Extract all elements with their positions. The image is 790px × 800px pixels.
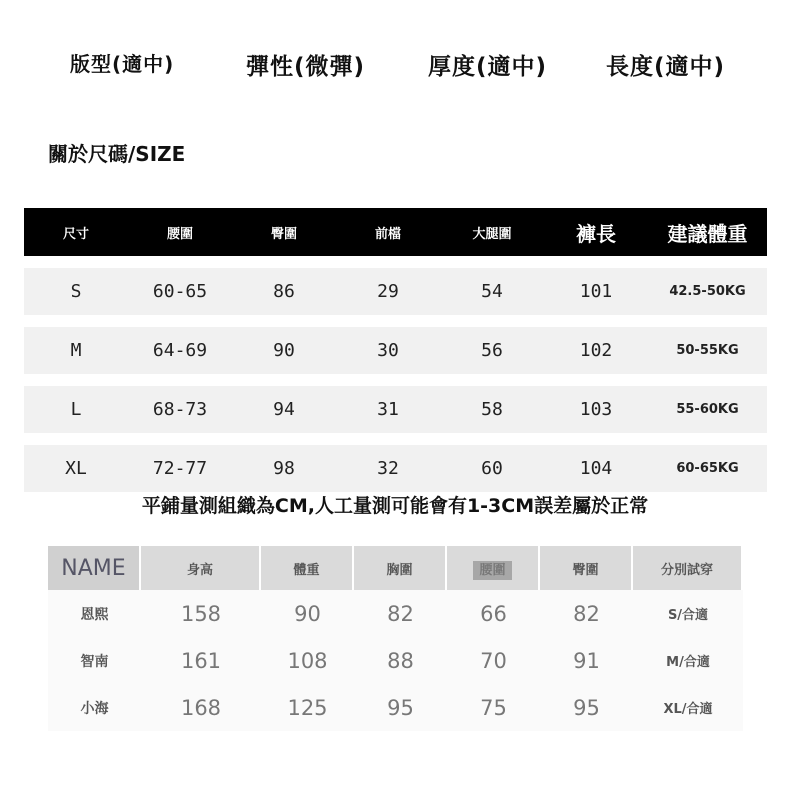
measurement-note: 平鋪量測組織為CM,人工量測可能會有1-3CM誤差屬於正常 (141, 495, 649, 517)
cell: 31 (336, 386, 440, 433)
cell: XL (24, 445, 128, 492)
cell: 82 (540, 590, 633, 637)
table-row (24, 386, 767, 433)
cell: 95 (354, 684, 447, 731)
table-row (48, 637, 743, 684)
cell: 50-55KG (648, 327, 767, 374)
cell: 58 (440, 386, 544, 433)
cell: 101 (544, 268, 648, 315)
cell: 82 (354, 590, 447, 637)
cell: 91 (540, 637, 633, 684)
attr-thickness: 厚度(適中) (428, 54, 548, 80)
cell: 30 (336, 327, 440, 374)
cell: 158 (141, 590, 261, 637)
header-waist: 腰圍 (128, 208, 232, 256)
cell: 161 (141, 637, 261, 684)
cell: 125 (261, 684, 354, 731)
cell: 104 (544, 445, 648, 492)
cell: 68-73 (128, 386, 232, 433)
model-table (48, 546, 743, 731)
cell: 55-60KG (648, 386, 767, 433)
attr-fit: 版型(適中) (70, 52, 175, 76)
header-waist (447, 546, 540, 590)
cell: 90 (261, 590, 354, 637)
cell: 60-65 (128, 268, 232, 315)
cell: 70 (447, 637, 540, 684)
cell: L (24, 386, 128, 433)
cell: 94 (232, 386, 336, 433)
header-hip: 臀圍 (540, 546, 633, 590)
header-thigh: 大腿圍 (440, 208, 544, 256)
cell: 66 (447, 590, 540, 637)
cell: 168 (141, 684, 261, 731)
table-row (48, 590, 743, 637)
size-table-header (24, 208, 767, 256)
cell: 95 (540, 684, 633, 731)
cell: S (24, 268, 128, 315)
cell: 75 (447, 684, 540, 731)
header-fit: 分別試穿 (633, 546, 743, 590)
header-front-rise: 前檔 (336, 208, 440, 256)
cell: 88 (354, 637, 447, 684)
model-name: 智南 (48, 637, 141, 684)
header-weight: 體重 (261, 546, 354, 590)
cell: 102 (544, 327, 648, 374)
cell: 54 (440, 268, 544, 315)
cell: 108 (261, 637, 354, 684)
table-row (24, 268, 767, 315)
cell: 72-77 (128, 445, 232, 492)
cell: 60-65KG (648, 445, 767, 492)
cell: 42.5-50KG (648, 268, 767, 315)
cell: S/合適 (633, 590, 743, 637)
header-name: NAME (48, 546, 141, 590)
header-height: 身高 (141, 546, 261, 590)
size-table (24, 208, 767, 492)
header-length: 褲長 (544, 208, 648, 256)
header-hip: 臀圍 (232, 208, 336, 256)
attr-length: 長度(適中) (606, 54, 726, 80)
cell: 64-69 (128, 327, 232, 374)
model-name: 恩熙 (48, 590, 141, 637)
cell: 90 (232, 327, 336, 374)
header-weight: 建議體重 (648, 208, 767, 256)
cell: M/合適 (633, 637, 743, 684)
model-name: 小海 (48, 684, 141, 731)
header-size: 尺寸 (24, 208, 128, 256)
header-waist-label: 腰圍 (473, 561, 511, 580)
cell: 32 (336, 445, 440, 492)
cell: 29 (336, 268, 440, 315)
table-row (48, 684, 743, 731)
model-table-header (48, 546, 743, 590)
cell: 60 (440, 445, 544, 492)
section-title: 關於尺碼/SIZE (48, 142, 186, 166)
cell: M (24, 327, 128, 374)
table-row (24, 327, 767, 374)
cell: 98 (232, 445, 336, 492)
header-chest: 胸圍 (354, 546, 447, 590)
cell: 103 (544, 386, 648, 433)
table-row (24, 445, 767, 492)
cell: 86 (232, 268, 336, 315)
cell: 56 (440, 327, 544, 374)
cell: XL/合適 (633, 684, 743, 731)
attr-elasticity: 彈性(微彈) (246, 54, 366, 80)
